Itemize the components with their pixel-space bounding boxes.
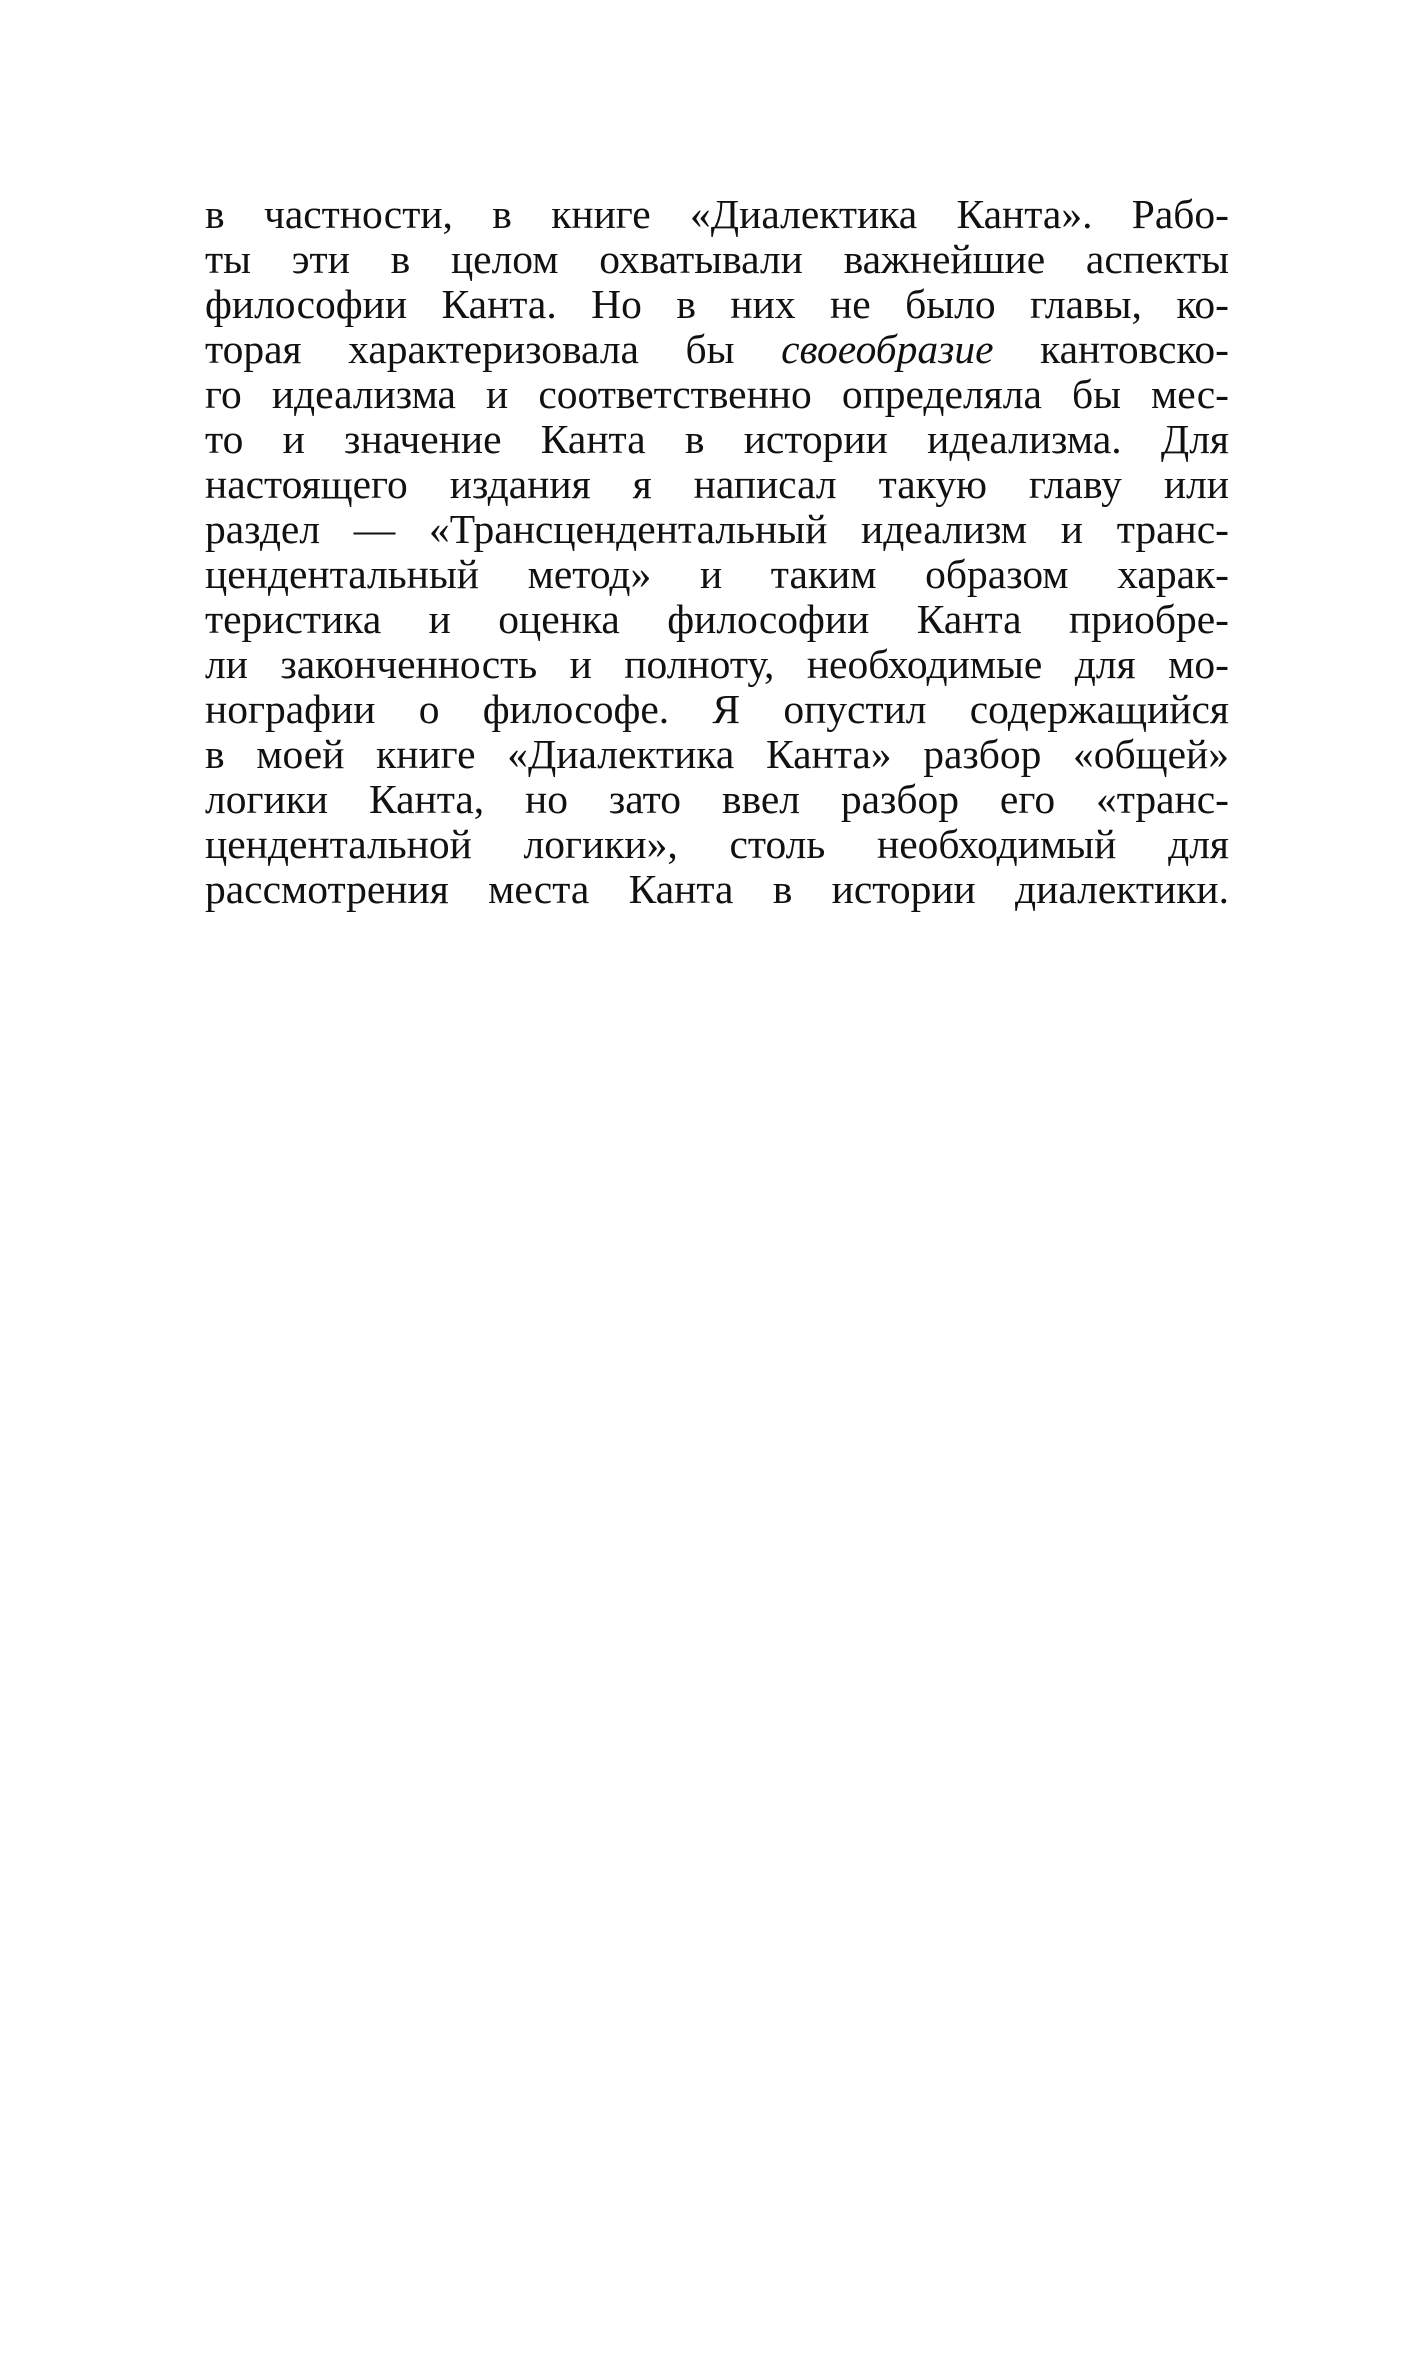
text-segment: раздел — «Трансцендентальный идеализм и транс- [205,506,1229,552]
emphasis-text: своеобразие [781,326,994,372]
text-segment: кантовско- [993,326,1229,372]
text-segment: го идеализма и соответственно определяла бы мес- [205,371,1229,417]
text-line [205,597,1229,642]
text-segment: логики Канта, но зато ввел разбор его «транс- [205,776,1229,822]
text-line [205,777,1229,822]
text-segment: философии Канта. Но в них не было главы, ко- [205,281,1229,327]
text-line [205,642,1229,687]
text-segment: настоящего издания я написал такую главу или [205,461,1229,507]
text-segment: цендентальной логики», столь необходимый для [205,821,1229,867]
text-segment: в моей книге «Диалектика Канта» разбор «общей» [205,731,1229,777]
text-segment: ли законченность и полноту, необходимые для мо- [205,641,1229,687]
text-segment: цендентальный метод» и таким образом харак- [205,551,1229,597]
body-paragraph [205,192,1229,912]
text-line [205,822,1229,867]
text-line [205,507,1229,552]
text-segment: в частности, в книге «Диалектика Канта». Рабо- [205,191,1229,237]
text-line [205,732,1229,777]
text-line [205,327,1229,372]
text-segment: рассмотрения места Канта в истории диалектики. [205,866,1229,912]
text-line [205,192,1229,237]
text-segment: нографии о философе. Я опустил содержащийся [205,686,1229,732]
text-line [205,687,1229,732]
text-line [205,462,1229,507]
text-line [205,552,1229,597]
text-segment: торая характеризовала бы [205,326,782,372]
text-segment: то и значение Канта в истории идеализма. Для [205,416,1229,462]
text-line [205,417,1229,462]
text-segment: ты эти в целом охватывали важнейшие аспекты [205,236,1229,282]
text-line [205,372,1229,417]
text-line [205,237,1229,282]
text-segment: теристика и оценка философии Канта приобре- [205,596,1229,642]
text-line [205,282,1229,327]
text-line [205,867,1229,912]
